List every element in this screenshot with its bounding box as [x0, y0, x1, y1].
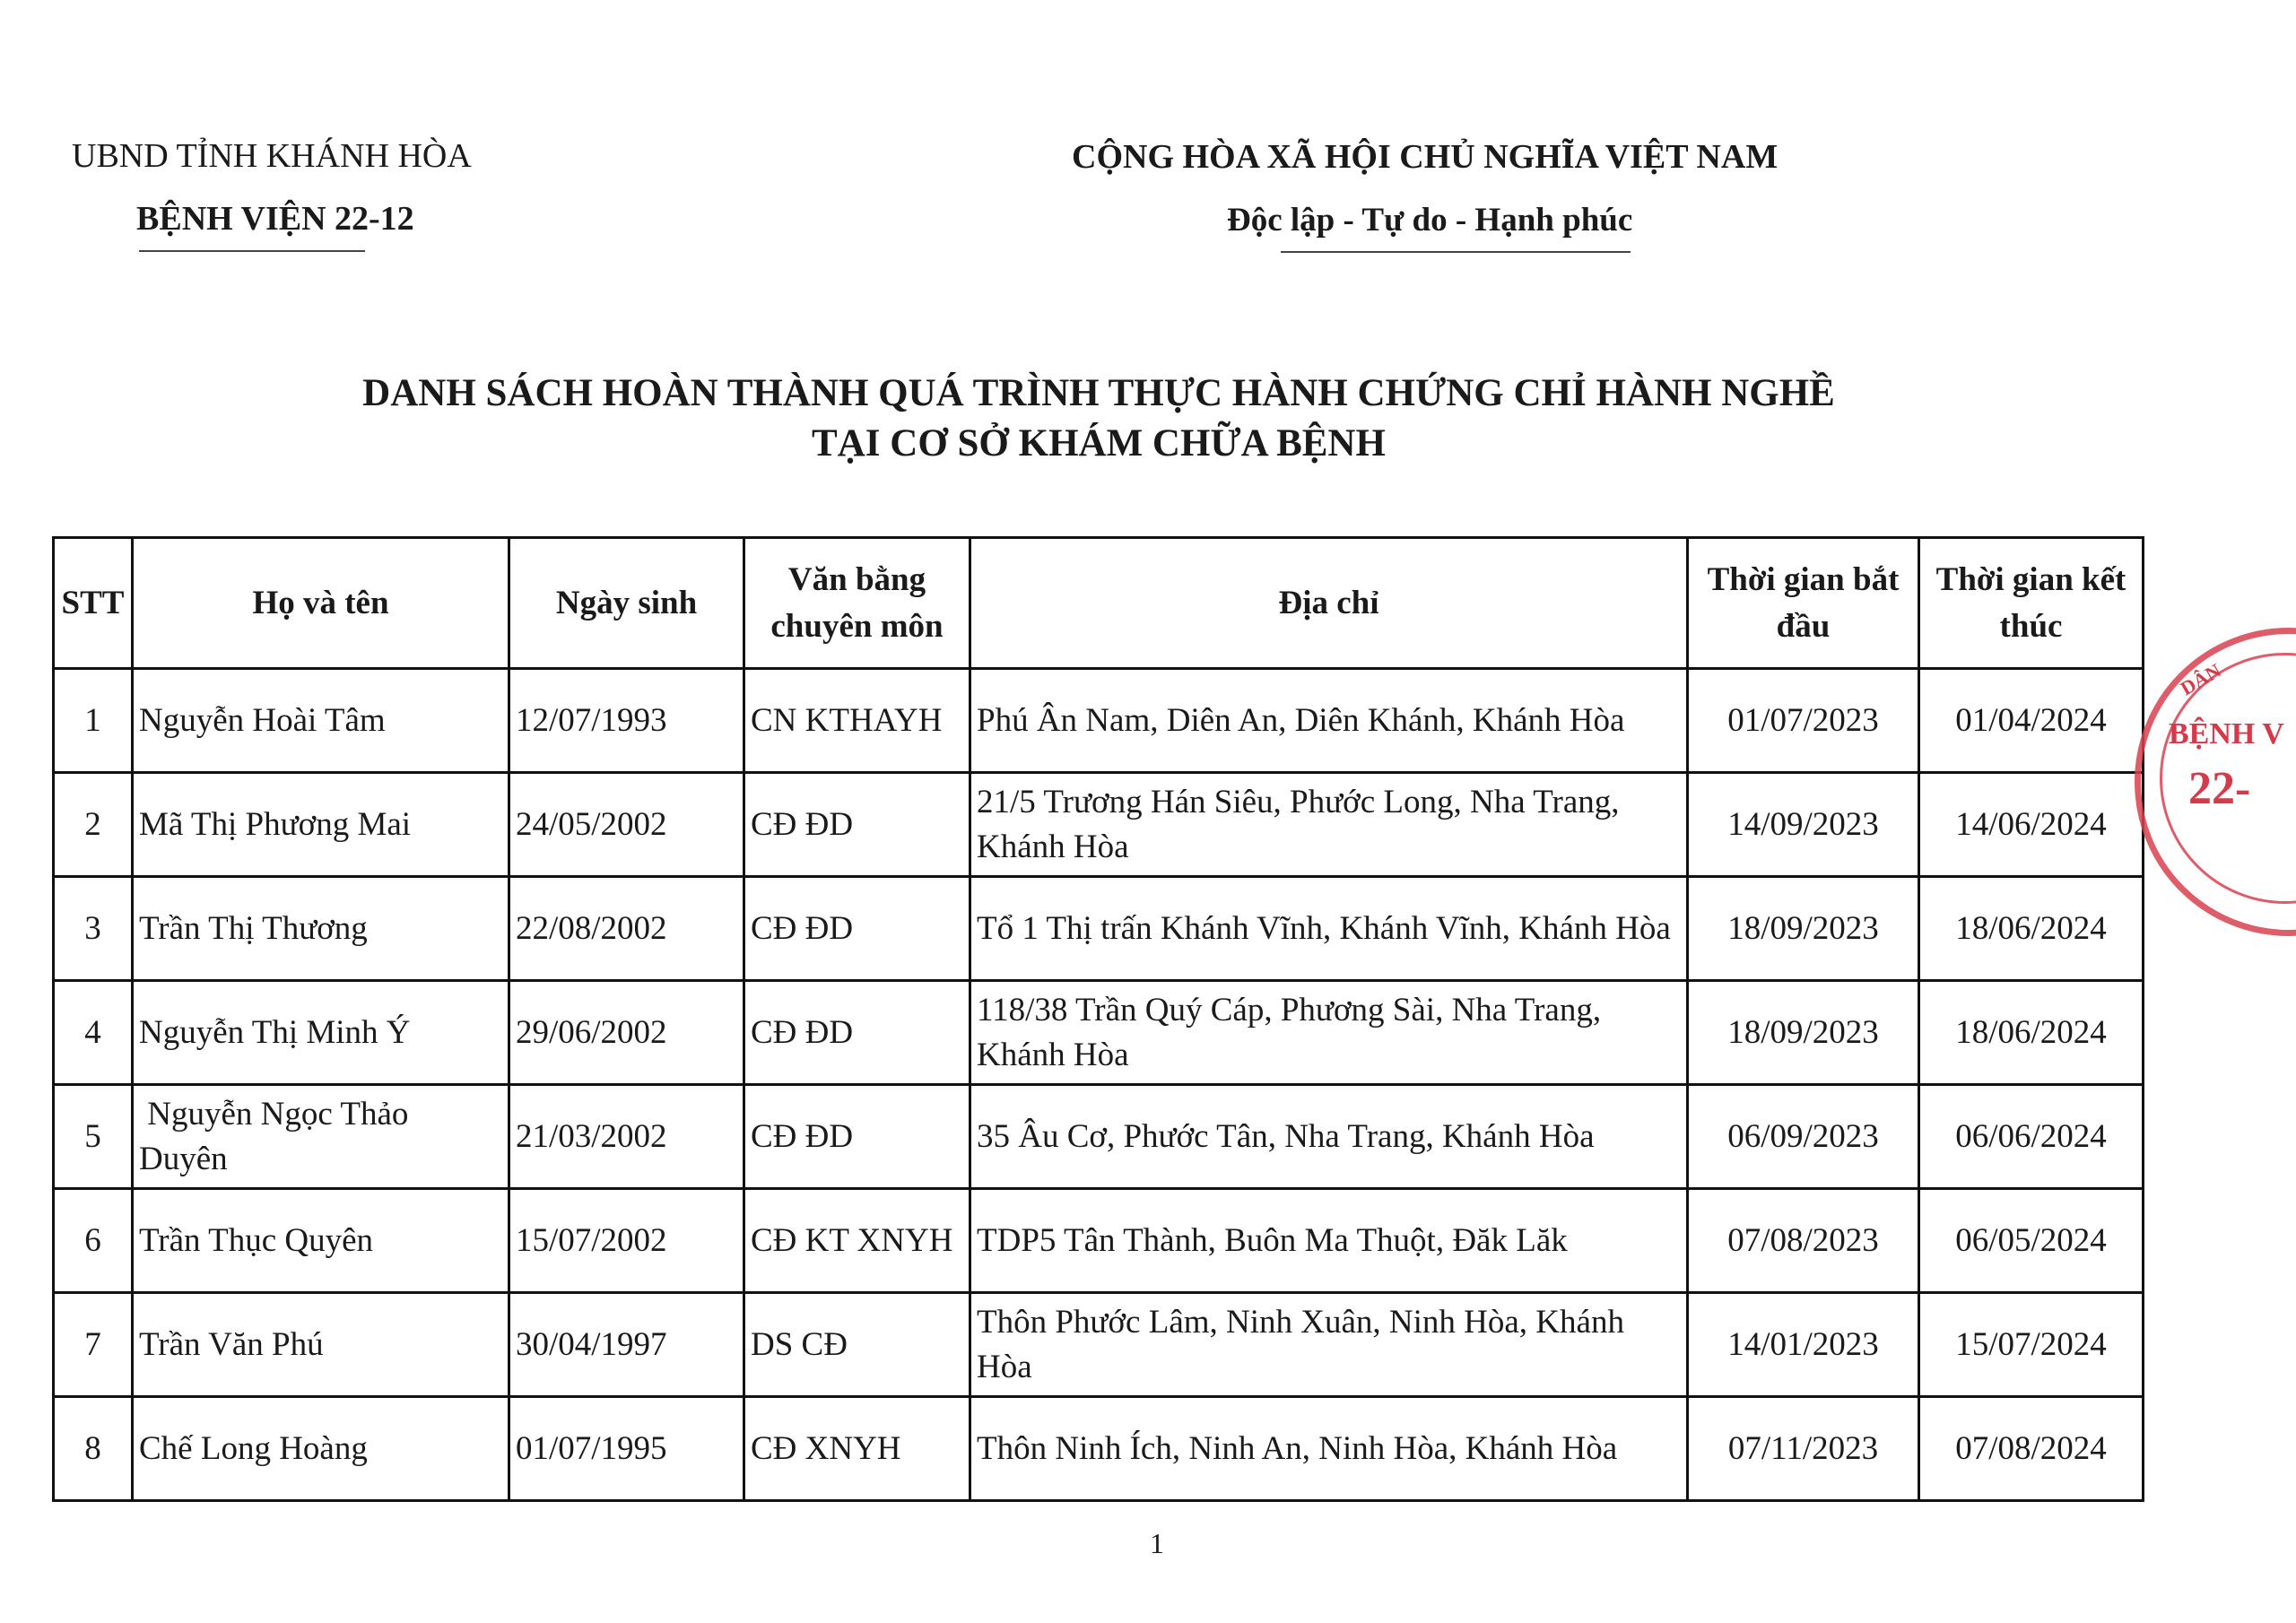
- cell-degree: CĐ ĐD: [744, 877, 970, 981]
- seal-arc-text: DÂN: [2176, 658, 2225, 700]
- cell-address: 21/5 Trương Hán Siêu, Phước Long, Nha Trang, Khánh Hòa: [970, 773, 1688, 877]
- cell-degree: CĐ KT XNYH: [744, 1189, 970, 1293]
- cell-start: 07/08/2023: [1688, 1189, 1919, 1293]
- agency-name: UBND TỈNH KHÁNH HÒA: [72, 137, 472, 175]
- cell-start: 01/07/2023: [1688, 669, 1919, 773]
- cell-address: Phú Ân Nam, Diên An, Diên Khánh, Khánh Hòa: [970, 669, 1688, 773]
- col-header-start: Thời gian bắt đầu: [1688, 538, 1919, 669]
- hospital-name: BỆNH VIỆN 22-12: [136, 200, 414, 238]
- col-header-end: Thời gian kết thúc: [1919, 538, 2144, 669]
- cell-address: Tổ 1 Thị trấn Khánh Vĩnh, Khánh Vĩnh, Khánh Hòa: [970, 877, 1688, 981]
- national-motto: Độc lập - Tự do - Hạnh phúc: [1227, 202, 1633, 239]
- seal-text-line1: BỆNH V: [2169, 717, 2284, 751]
- col-header-dob: Ngày sinh: [509, 538, 744, 669]
- cell-end: 06/06/2024: [1919, 1085, 2144, 1189]
- cell-degree: DS CĐ: [744, 1293, 970, 1397]
- table-row: [54, 877, 2144, 981]
- cell-name: Trần Thục Quyên: [133, 1189, 509, 1293]
- cell-name: Chế Long Hoàng: [133, 1397, 509, 1501]
- cell-stt: 7: [54, 1293, 133, 1397]
- cell-address: Thôn Phước Lâm, Ninh Xuân, Ninh Hòa, Khánh Hòa: [970, 1293, 1688, 1397]
- cell-dob: 01/07/1995: [509, 1397, 744, 1501]
- cell-end: 06/05/2024: [1919, 1189, 2144, 1293]
- table-row: [54, 773, 2144, 877]
- divider-left: [139, 250, 365, 252]
- table-row: [54, 1397, 2144, 1501]
- cell-degree: CN KTHAYH: [744, 669, 970, 773]
- cell-name: Trần Thị Thương: [133, 877, 509, 981]
- col-header-name: Họ và tên: [133, 538, 509, 669]
- document-title-line2: TẠI CƠ SỞ KHÁM CHỮA BỆNH: [812, 422, 1386, 464]
- cell-start: 18/09/2023: [1688, 981, 1919, 1085]
- cell-dob: 24/05/2002: [509, 773, 744, 877]
- cell-address: 118/38 Trần Quý Cáp, Phương Sài, Nha Trang, Khánh Hòa: [970, 981, 1688, 1085]
- cell-end: 07/08/2024: [1919, 1397, 2144, 1501]
- cell-stt: 8: [54, 1397, 133, 1501]
- cell-stt: 6: [54, 1189, 133, 1293]
- col-header-address: Địa chỉ: [970, 538, 1688, 669]
- cell-dob: 12/07/1993: [509, 669, 744, 773]
- document-title-line1: DANH SÁCH HOÀN THÀNH QUÁ TRÌNH THỰC HÀNH CHỨNG CHỈ HÀNH NGHỀ: [362, 372, 1835, 414]
- cell-start: 06/09/2023: [1688, 1085, 1919, 1189]
- national-title: CỘNG HÒA XÃ HỘI CHỦ NGHĨA VIỆT NAM: [1072, 138, 1779, 176]
- table-row: [54, 1293, 2144, 1397]
- cell-stt: 2: [54, 773, 133, 877]
- cell-degree: CĐ ĐD: [744, 981, 970, 1085]
- cell-end: 01/04/2024: [1919, 669, 2144, 773]
- cell-degree: CĐ ĐD: [744, 1085, 970, 1189]
- col-header-degree: Văn bằng chuyên môn: [744, 538, 970, 669]
- table-row: [54, 1189, 2144, 1293]
- cell-start: 14/09/2023: [1688, 773, 1919, 877]
- cell-stt: 1: [54, 669, 133, 773]
- page-number: 1: [1150, 1527, 1164, 1559]
- cell-name: Trần Văn Phú: [133, 1293, 509, 1397]
- cell-start: 18/09/2023: [1688, 877, 1919, 981]
- cell-dob: 22/08/2002: [509, 877, 744, 981]
- cell-start: 07/11/2023: [1688, 1397, 1919, 1501]
- cell-end: 14/06/2024: [1919, 773, 2144, 877]
- cell-stt: 3: [54, 877, 133, 981]
- cell-stt: 4: [54, 981, 133, 1085]
- divider-right: [1281, 251, 1631, 253]
- table-row: [54, 1085, 2144, 1189]
- practitioner-table: [52, 536, 2144, 1502]
- cell-degree: CĐ ĐD: [744, 773, 970, 877]
- cell-end: 18/06/2024: [1919, 877, 2144, 981]
- cell-dob: 21/03/2002: [509, 1085, 744, 1189]
- cell-address: 35 Âu Cơ, Phước Tân, Nha Trang, Khánh Hòa: [970, 1085, 1688, 1189]
- seal-text-line2: 22-: [2188, 763, 2251, 814]
- table-header-row: [54, 538, 2144, 669]
- table-row: [54, 981, 2144, 1085]
- cell-end: 18/06/2024: [1919, 981, 2144, 1085]
- cell-dob: 30/04/1997: [509, 1293, 744, 1397]
- cell-name: Mã Thị Phương Mai: [133, 773, 509, 877]
- cell-end: 15/07/2024: [1919, 1293, 2144, 1397]
- cell-address: TDP5 Tân Thành, Buôn Ma Thuột, Đăk Lăk: [970, 1189, 1688, 1293]
- col-header-stt: STT: [54, 538, 133, 669]
- cell-name: Nguyễn Thị Minh Ý: [133, 981, 509, 1085]
- cell-stt: 5: [54, 1085, 133, 1189]
- cell-name: Nguyễn Ngọc Thảo Duyên: [133, 1085, 509, 1189]
- cell-name: Nguyễn Hoài Tâm: [133, 669, 509, 773]
- cell-address: Thôn Ninh Ích, Ninh An, Ninh Hòa, Khánh Hòa: [970, 1397, 1688, 1501]
- cell-dob: 15/07/2002: [509, 1189, 744, 1293]
- cell-degree: CĐ XNYH: [744, 1397, 970, 1501]
- cell-dob: 29/06/2002: [509, 981, 744, 1085]
- cell-start: 14/01/2023: [1688, 1293, 1919, 1397]
- table-row: [54, 669, 2144, 773]
